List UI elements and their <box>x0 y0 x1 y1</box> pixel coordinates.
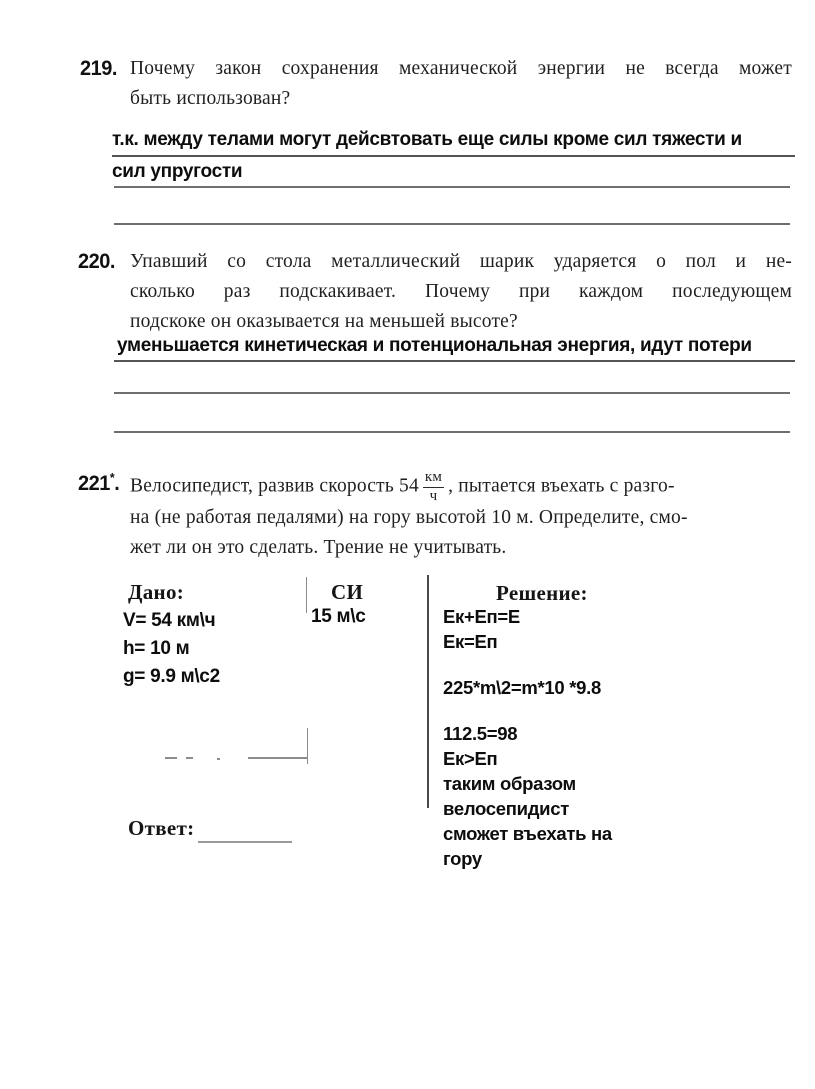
problem-221-star: * <box>109 470 115 485</box>
solution-line: велосепидист <box>443 798 569 819</box>
si-label: СИ <box>331 580 364 604</box>
solution-line: 225*m\2=m*10 *9.8 <box>443 677 601 698</box>
answer-underline <box>112 155 795 157</box>
stray-mark <box>165 757 177 759</box>
given-column <box>123 607 220 691</box>
km-per-h-fraction <box>423 470 444 505</box>
problem-221-number: 221*. <box>78 470 120 495</box>
problem-221-question-line: на (не работая педалями) на гору высотой 10 м. Определите, смо- <box>130 507 688 528</box>
problem-221-question-line: жет ли он это сделать. Трение не учитывать. <box>130 537 507 558</box>
given-line: V= 54 км\ч <box>123 610 216 631</box>
problem-220-question-line: подскоке он оказывается на меньшей высоте? <box>130 311 518 332</box>
solution-line: сможет въехать на <box>443 823 612 844</box>
stray-mark <box>186 757 193 759</box>
problem-220-number: 220. <box>78 250 115 273</box>
given-line: g= 9.9 м\с2 <box>123 666 220 687</box>
blank-writing-line <box>114 431 790 433</box>
solution-line: таким образом <box>443 773 576 794</box>
stray-mark <box>248 757 308 759</box>
stray-mark <box>217 758 220 760</box>
given-si-divider <box>306 577 307 613</box>
answer-blank-line <box>198 841 292 843</box>
solution-line: Ек>Еп <box>443 748 498 769</box>
problem-220-question-line: Упавший со стола металлический шарик ударяется о пол и не- <box>130 251 792 272</box>
answer-label: Ответ: <box>128 816 195 840</box>
si-value: 15 м\с <box>311 606 366 627</box>
solution-line: Ек=Еп <box>443 631 498 652</box>
solution-line: Ек+Еп=Е <box>443 606 520 627</box>
solution-line: 112.5=98 <box>443 723 518 744</box>
problem-220-question-line: сколько раз подскакивает. Почему при каждом последующем <box>130 281 792 302</box>
given-line: h= 10 м <box>123 638 190 659</box>
si-solution-divider <box>427 575 429 808</box>
solution-line: гору <box>443 848 482 869</box>
problem-219-question-line: Почему закон сохранения механической энергии не всегда может <box>130 58 792 79</box>
blank-writing-line <box>114 392 790 394</box>
problem-220-answer-line: уменьшается кинетическая и потенциональная энергия, идут потери <box>117 335 752 356</box>
problem-221-question-line: Велосипедист, развив скорость 54 $\frac{км}{ч}$ , пытается въехать с разго- <box>130 469 675 504</box>
problem-219-number: 219. <box>80 57 117 80</box>
problem-219-answer-line: сил упругости <box>112 161 243 182</box>
problem-219-answer-line: т.к. между телами могут дейсвтовать еще силы кроме сил тяжести и <box>112 129 742 150</box>
fraction-denominator: ч <box>429 487 438 504</box>
answer-underline <box>114 360 795 362</box>
fraction-numerator: км <box>423 470 444 488</box>
given-label: Дано: <box>128 580 185 604</box>
blank-writing-line <box>114 186 790 188</box>
blank-writing-line <box>114 223 790 225</box>
solution-column <box>443 604 773 871</box>
problem-219-question-line: быть использован? <box>130 88 291 109</box>
solution-label: Решение: <box>496 581 588 605</box>
stray-vertical-mark <box>307 728 308 764</box>
